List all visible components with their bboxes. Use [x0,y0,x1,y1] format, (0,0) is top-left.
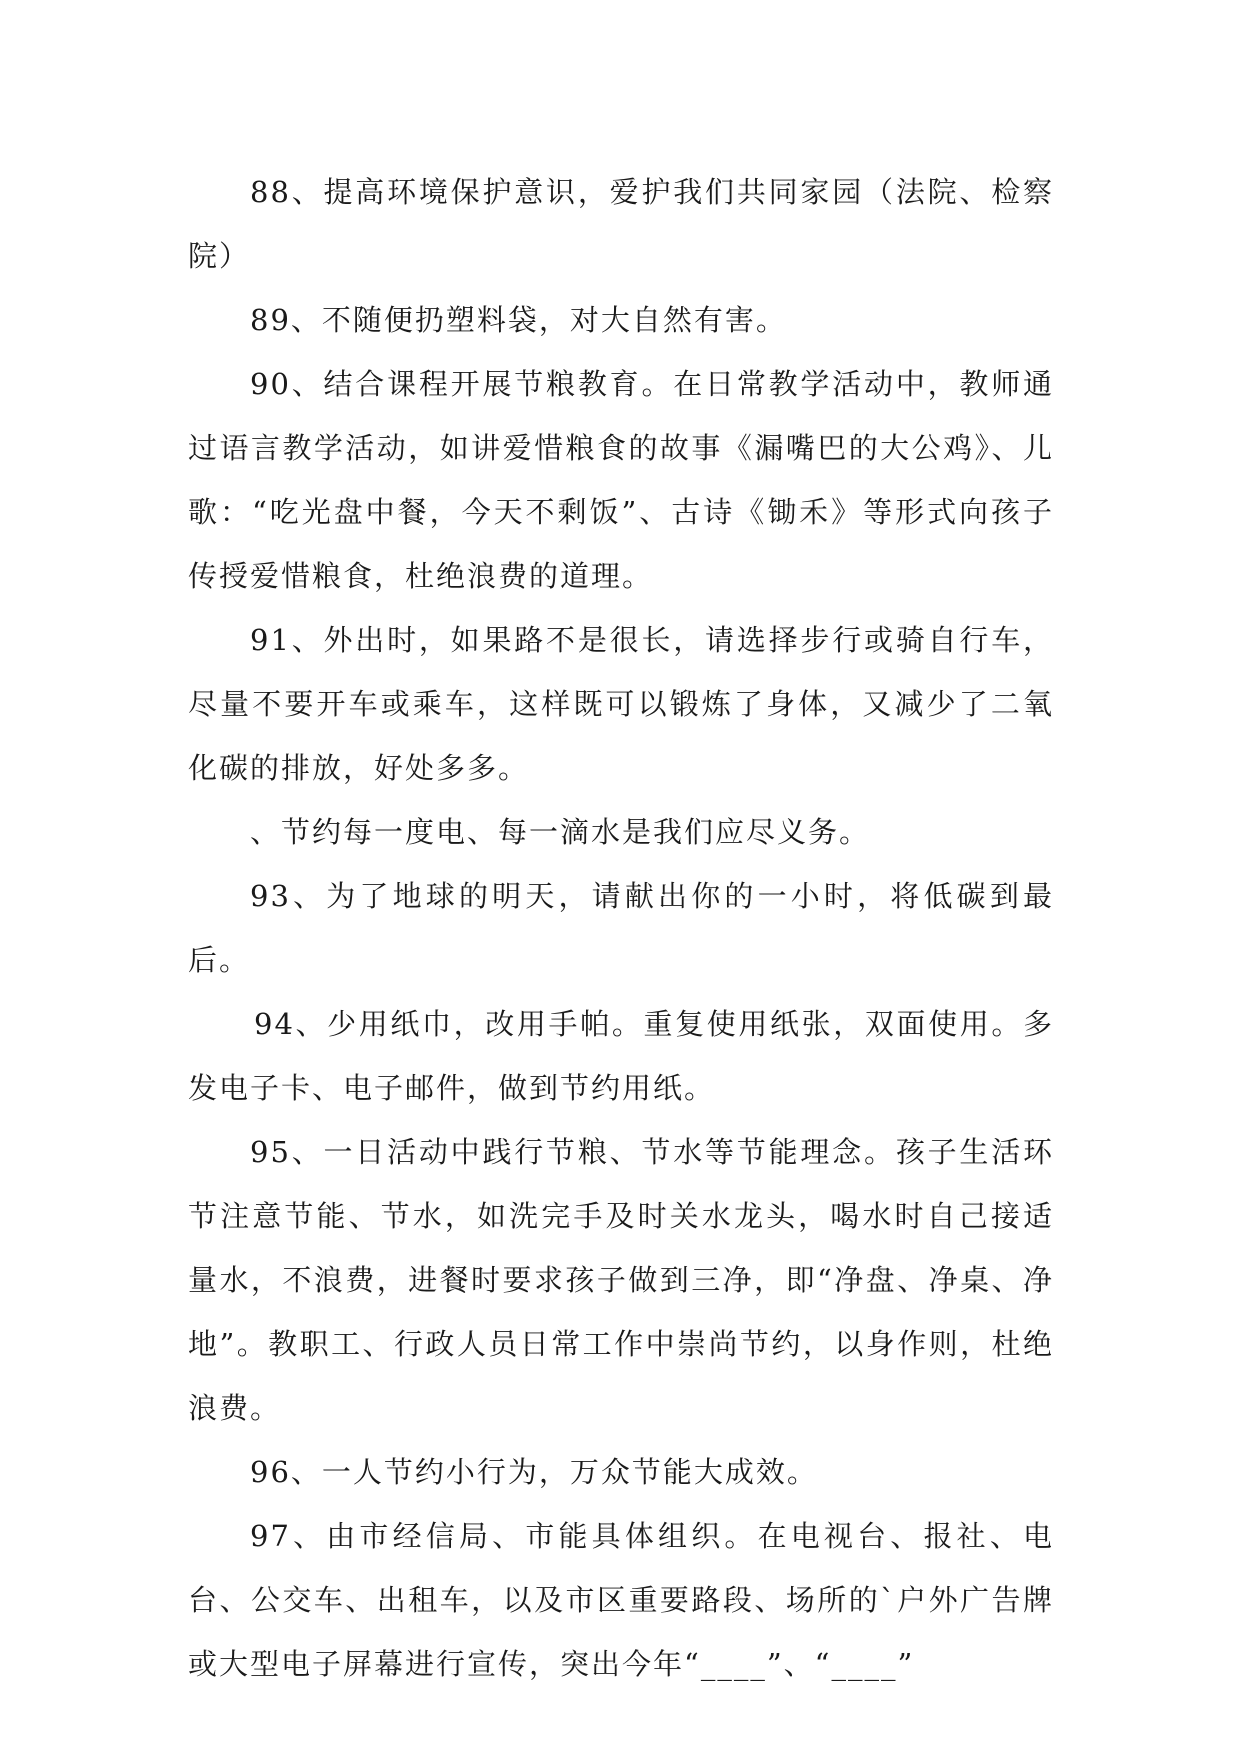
paragraph-89: 89、不随便扔塑料袋，对大自然有害。 [250,303,787,337]
paragraph-90: 90、结合课程开展节粮教育。在日常教学活动中，教师通过语言教学活动，如讲爱惜粮食的故事《漏嘴巴的大公鸡》、儿歌：“吃光盘中餐，今天不剩饭”、古诗《锄禾》等形式向孩子传授爱惜粮食，杜绝浪费的道理。 [188,367,1054,593]
document-page [188,160,1054,1696]
paragraph-88: 88、提高环境保护意识，爱护我们共同家园（法院、检察院） [188,175,1054,273]
paragraph-94: 94、少用纸巾，改用手帕。重复使用纸张，双面使用。多发电子卡、电子邮件，做到节约用纸。 [188,1007,1054,1105]
paragraph-91: 91、外出时，如果路不是很长，请选择步行或骑自行车，尽量不要开车或乘车，这样既可以锻炼了身体，又减少了二氧化碳的排放，好处多多。 [188,623,1054,785]
paragraph-95: 95、一日活动中践行节粮、节水等节能理念。孩子生活环节注意节能、节水，如洗完手及时关水龙头，喝水时自己接适量水，不浪费，进餐时要求孩子做到三净，即“净盘、净桌、净地”。教职工、行政人员日常工作中崇尚节约，以身作则，杜绝浪费。 [188,1135,1054,1425]
paragraph-93: 93、为了地球的明天，请献出你的一小时，将低碳到最后。 [188,879,1054,977]
paragraph-92: 、节约每一度电、每一滴水是我们应尽义务。 [250,815,871,849]
paragraph-97: 97、由市经信局、市能具体组织。在电视台、报社、电台、公交车、出租车，以及市区重要路段、场所的`户外广告牌或大型电子屏幕进行宣传，突出今年“____”、“____” [188,1519,1054,1681]
paragraph-96: 96、一人节约小行为，万众节能大成效。 [250,1455,818,1489]
